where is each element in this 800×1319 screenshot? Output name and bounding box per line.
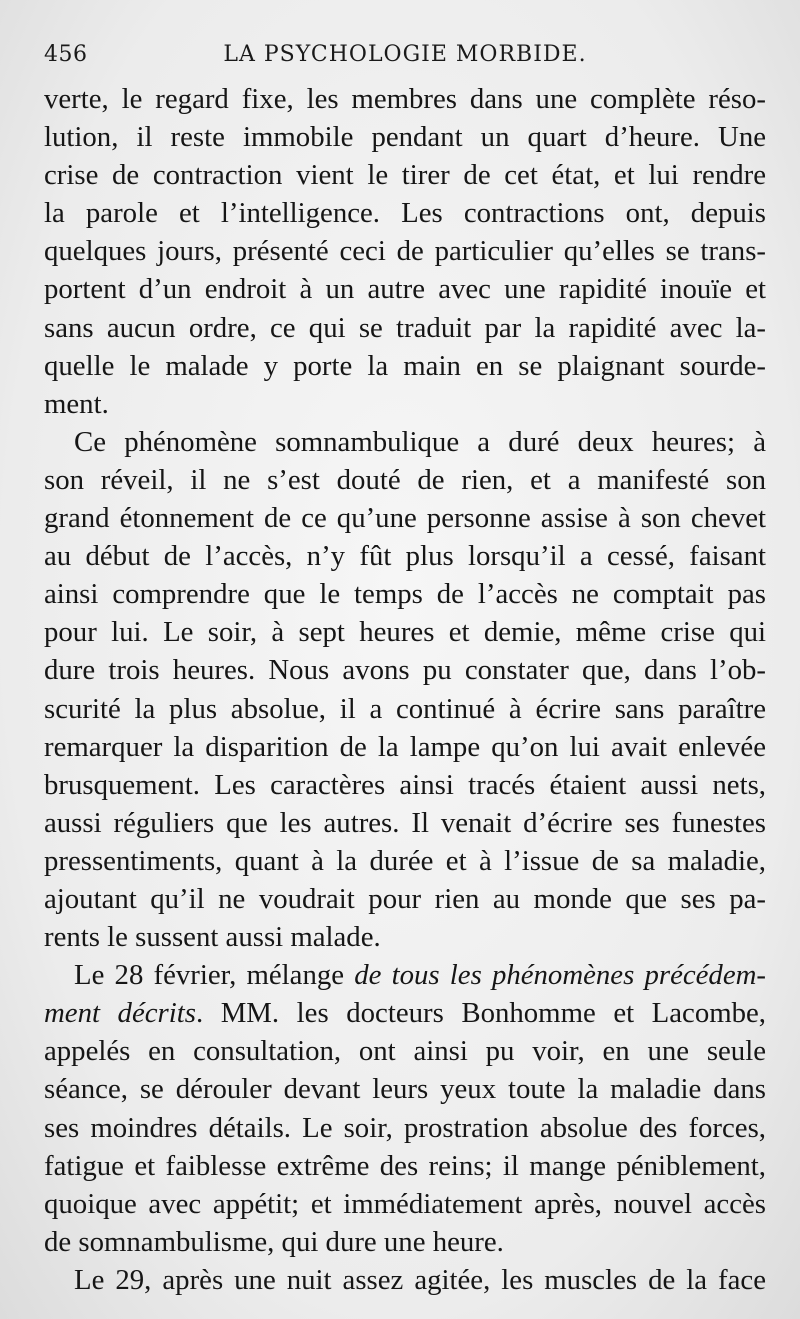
- running-head: [44, 38, 766, 74]
- text-line: fatigue et faiblesse extrême des reins; il mange péniblement,: [44, 1149, 766, 1182]
- text-line: ajoutant qu’il ne voudrait pour rien au monde que ses pa-: [44, 882, 766, 915]
- page-number: 456: [44, 42, 88, 67]
- text-line: grand étonnement de ce qu’une personne assise à son chevet: [44, 502, 766, 535]
- text-line: quoique avec appétit; et immédiatement après, nouvel accès: [44, 1187, 766, 1220]
- text-segment: . MM. les docteurs Bonhomme et Lacombe,: [195, 997, 767, 1030]
- text-line: quelques jours, présenté ceci de particulier qu’elles se trans-: [44, 235, 766, 268]
- text-line: son réveil, il ne s’est douté de rien, et a manifesté son: [44, 463, 766, 496]
- text-line: de somnambulisme, qui dure une heure.: [44, 1225, 504, 1258]
- text-line: ses moindres détails. Le soir, prostration absolue des forces,: [44, 1111, 766, 1144]
- text-line: Le 29, après une nuit assez agitée, les muscles de la face: [74, 1263, 766, 1296]
- body-text: [44, 80, 766, 1299]
- text-line: lution, il reste immobile pendant un quart d’heure. Une: [44, 121, 766, 154]
- text-segment: Le 28 février, mélange: [74, 959, 355, 992]
- text-line: pressentiments, quant à la durée et à l’issue de sa maladie,: [44, 844, 766, 877]
- text-line: verte, le regard fixe, les membres dans une complète réso-: [44, 83, 766, 115]
- text-line: brusquement. Les caractères ainsi tracés étaient aussi nets,: [44, 768, 766, 801]
- text-line: portent d’un endroit à un autre avec une rapidité inouïe et: [44, 273, 766, 306]
- italic-segment: ment décrits: [44, 997, 196, 1030]
- text-line: séance, se dérouler devant leurs yeux toute la maladie dans: [44, 1073, 766, 1106]
- text-line: rents le sussent aussi malade.: [44, 921, 381, 954]
- text-line: sans aucun ordre, ce qui se traduit par la rapidité avec la-: [44, 311, 766, 344]
- text-line: quelle le malade y porte la main en se plaignant sourde-: [44, 349, 766, 382]
- text-line: scurité la plus absolue, il a continué à écrire sans paraître: [44, 692, 766, 725]
- text-line: ainsi comprendre que le temps de l’accès ne comptait pas: [44, 578, 766, 611]
- text-line: [44, 956, 766, 994]
- text-line: crise de contraction vient le tirer de cet état, et lui rendre: [44, 159, 766, 192]
- text-line: pour lui. Le soir, à sept heures et demie, même crise qui: [44, 616, 766, 649]
- text-line: [44, 994, 766, 1032]
- text-line: au début de l’accès, n’y fût plus lorsqu’il a cessé, faisant: [44, 540, 766, 573]
- text-line: appelés en consultation, ont ainsi pu voir, en une seule: [44, 1035, 766, 1068]
- text-line: remarquer la disparition de la lampe qu’on lui avait enlevée: [44, 730, 766, 763]
- running-title: LA PSYCHOLOGIE MORBIDE.: [223, 42, 587, 67]
- text-line: dure trois heures. Nous avons pu constater que, dans l’ob-: [44, 654, 766, 687]
- text-line: aussi réguliers que les autres. Il venait d’écrire ses funestes: [44, 806, 766, 839]
- text-line: Ce phénomène somnambulique a duré deux heures; à: [74, 425, 766, 458]
- italic-segment: de tous les phénomènes précédem-: [354, 959, 766, 992]
- text-line: ment.: [44, 387, 109, 420]
- text-line: la parole et l’intelligence. Les contractions ont, depuis: [44, 197, 766, 230]
